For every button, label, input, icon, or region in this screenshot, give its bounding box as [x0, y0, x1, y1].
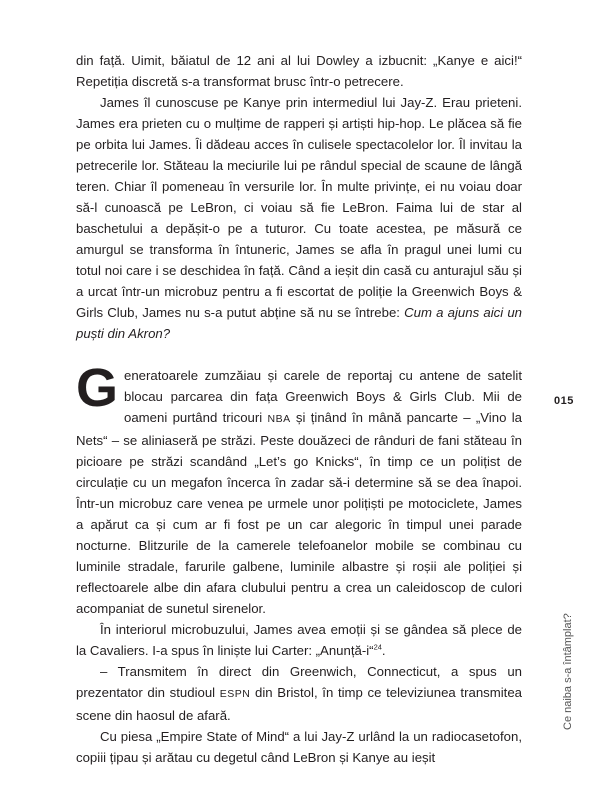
body-text: [76, 50, 522, 768]
paragraph-5-text-b: din Bristol, în timp ce televiziunea transmitea scene din haosul de afară.: [76, 685, 523, 723]
paragraph-3: [76, 358, 522, 619]
running-head: Ce naiba s-a întâmplat?: [562, 613, 574, 730]
paragraph-4: [76, 619, 522, 661]
paragraph-3-text-a: eneratoarele zumzăiau și carele de reportaj cu antene de satelit blocau parcarea din fața Greenwich Boys & Girls Club. Mii de oameni purtând tricouri: [124, 368, 522, 425]
paragraph-2: [76, 92, 522, 344]
paragraph-6: Cu piesa „Empire State of Mind“ a lui Jay-Z urlând la un radiocasetofon, copiii țipau și arătau cu degetul când LeBron și Kanye au ieșit: [76, 729, 522, 765]
footnote-marker: 24: [373, 642, 382, 652]
section-break: [76, 344, 522, 365]
paragraph-5-text-a: – Transmitem în direct din Greenwich, Connecticut, a spus un prezentator din studioul: [76, 664, 522, 700]
nba-smallcaps: NBA: [267, 413, 291, 425]
page-number: 015: [554, 395, 574, 407]
paragraph-4-text: În interiorul microbuzului, James avea emoții și se gândea să plece de la Cavaliers. I-a spus în liniște lui Carter: „Anunță-i“: [76, 622, 522, 658]
paragraph-2-italic-question: Cum a ajuns aici un puști din Akron?: [76, 305, 522, 341]
paragraph-5: [76, 661, 522, 726]
paragraph-3-text-b: și ținând în mână pancarte – „Vino la Nets“ – se aliniaseră pe străzi. Peste douăzeci de rânduri de fani stăteau în picioare pe străzi scandând „Let’s go Knicks“, în timp ce un polițist de circulație cu un megafon încerca în zadar să-i determine să se dea înapoi. Într-un microbuz care venea pe urmele unor polițiști pe motociclete, James a apărut ca și cum ar fi fost pe un car alegoric în timpul unei parade nocturne. Blitzurile de la camerele telefoanelor mobile se combinau cu luminile stradale, farurile galbene, luminile albastre și roșii ale poliției și reflectoarele albe din afara clubului pentru a crea un caleidoscop de culori acompaniat de sunetul sirenelor.: [76, 410, 522, 616]
paragraph-2-text: James îl cunoscuse pe Kanye prin intermediul lui Jay-Z. Erau prieteni. James era prieten cu o mulțime de rapperi și artiști hip-hop. Le plăcea să fie pe orbita lui James. Îi dădeau acces în culisele spectacolelor lor. Îl invitau la petrecerile lor. Stăteau la meciurile lui pe rândul special de scaune de lângă teren. Chiar îl pomeneau în versurile lor. În multe privințe, ei nu voiau doar să-l cunoască pe LeBron, ci voiau să fie LeBron. Faima lui de star al baschetului a depășit-o pe a tuturor. Cu toate acestea, pe măsură ce amurgul se transforma în întuneric, James se afla în pragul unei lumi cu totul noi care i se deschidea în față. Când a ieșit din casă cu anturajul său și a urcat într-un microbuz pentru a fi escortat de poliție la Greenwich Boys & Girls Club, James nu s-a putut abține să nu se întrebe:: [76, 95, 522, 320]
paragraph-1: din față. Uimit, băiatul de 12 ani al lui Dowley a izbucnit: „Kanye e aici!“ Repetiția discretă s-a transformat brusc într-o petrecere.: [76, 53, 522, 89]
paragraph-4-end: .: [381, 643, 386, 658]
espn-smallcaps: ESPN: [219, 688, 251, 700]
drop-cap: G: [76, 358, 119, 418]
